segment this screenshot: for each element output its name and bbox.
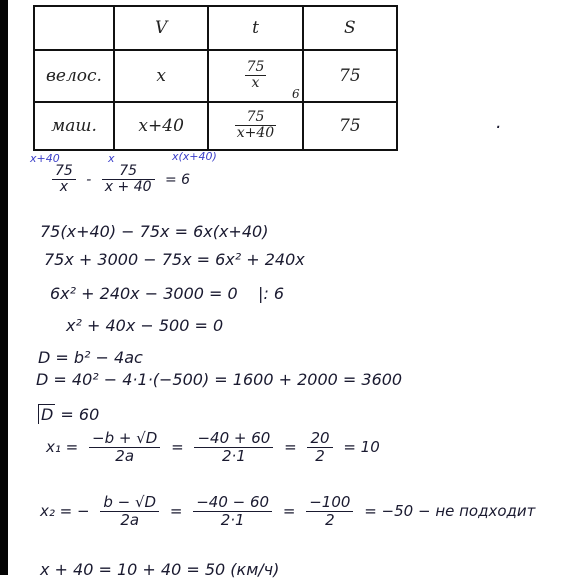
table-row (34, 102, 397, 150)
row-label: маш. (34, 102, 114, 150)
multiplier-label: x+40 (30, 152, 60, 165)
equals-sign: = (169, 502, 183, 520)
time-fraction (245, 60, 267, 90)
fraction-denominator: x+40 (236, 124, 275, 141)
header-empty-cell (34, 6, 114, 50)
fraction-denominator: 2·1 (221, 446, 246, 465)
row-time (208, 50, 302, 102)
sqrt-radicand: D (38, 404, 55, 424)
row-speed: x+40 (114, 102, 208, 150)
row-time (208, 102, 302, 150)
work-line: 6x² + 240x − 3000 = 0 |: 6 (50, 284, 285, 303)
header-speed: V (114, 6, 208, 50)
equals-sign: = (284, 438, 297, 456)
fraction (89, 430, 160, 464)
equals-sign: = (171, 438, 184, 456)
fraction-numerator: 75 (52, 164, 76, 180)
fraction-numerator: −40 − 60 (193, 494, 272, 512)
fraction-denominator: 2 (315, 446, 325, 465)
equation-rhs: = 6 (164, 171, 191, 188)
fraction (100, 494, 159, 528)
work-line: 75(x+40) − 75x = 6x(x+40) (40, 222, 269, 241)
x1-label: x₁ = (46, 438, 79, 456)
minus-sign: - (86, 171, 92, 188)
sqrt-result: = 60 (55, 405, 100, 424)
fraction-denominator: 2·1 (220, 510, 245, 529)
fraction-numerator: 75 (102, 164, 155, 180)
fraction-numerator: 75 (246, 59, 265, 76)
fraction-denominator: 2 (325, 510, 335, 529)
fraction-numerator: 75 (235, 110, 276, 126)
fraction-denominator: 2a (115, 446, 135, 465)
fraction (102, 164, 155, 196)
work-line: 75x + 3000 − 75x = 6x² + 240x (44, 250, 305, 269)
fraction-numerator: 20 (307, 430, 332, 448)
row-label: велос. (34, 50, 114, 102)
fraction-numerator: −40 + 60 (194, 430, 273, 448)
root-x2-line (40, 494, 541, 528)
main-equation (52, 164, 196, 196)
fraction-numerator: b − √D (100, 494, 159, 512)
fraction-numerator: −100 (306, 494, 353, 512)
row-speed: x (114, 50, 208, 102)
equals-sign: = (282, 502, 296, 520)
final-answer-line: x + 40 = 10 + 40 = 50 (км/ч) (40, 560, 280, 579)
fraction-denominator: 2a (120, 510, 140, 529)
x2-label: x₂ = − (40, 502, 90, 520)
header-distance: S (303, 6, 397, 50)
multiplier-label: x (108, 152, 115, 165)
fraction (194, 430, 273, 464)
difference-note: 6 (292, 87, 300, 101)
fraction (193, 494, 272, 528)
discriminant-formula: D = b² − 4ac (38, 348, 143, 367)
stray-dot: . (496, 112, 502, 133)
fraction (307, 430, 332, 464)
x1-result: = 10 (343, 438, 380, 456)
fraction (306, 494, 353, 528)
table-row (34, 50, 397, 102)
time-fraction (235, 110, 276, 140)
root-x1-line (46, 430, 386, 464)
sqrt-line (38, 404, 99, 424)
row-distance: 75 (303, 50, 397, 102)
fraction-denominator: x + 40 (104, 179, 152, 196)
multiplier-label: x(x+40) (172, 150, 217, 163)
fraction (52, 164, 76, 196)
data-table (33, 5, 398, 151)
table-header-row (34, 6, 397, 50)
fraction-denominator: x (59, 179, 69, 196)
left-border-bar (0, 0, 8, 575)
fraction-numerator: −b + √D (89, 430, 160, 448)
work-line: x² + 40x − 500 = 0 (66, 316, 224, 335)
discriminant-value: D = 40² − 4·1·(−500) = 1600 + 2000 = 3600 (36, 370, 403, 389)
header-time: t (208, 6, 302, 50)
fraction-denominator: x (251, 74, 260, 91)
x2-result: = −50 − не подходит (364, 502, 536, 520)
row-distance: 75 (303, 102, 397, 150)
